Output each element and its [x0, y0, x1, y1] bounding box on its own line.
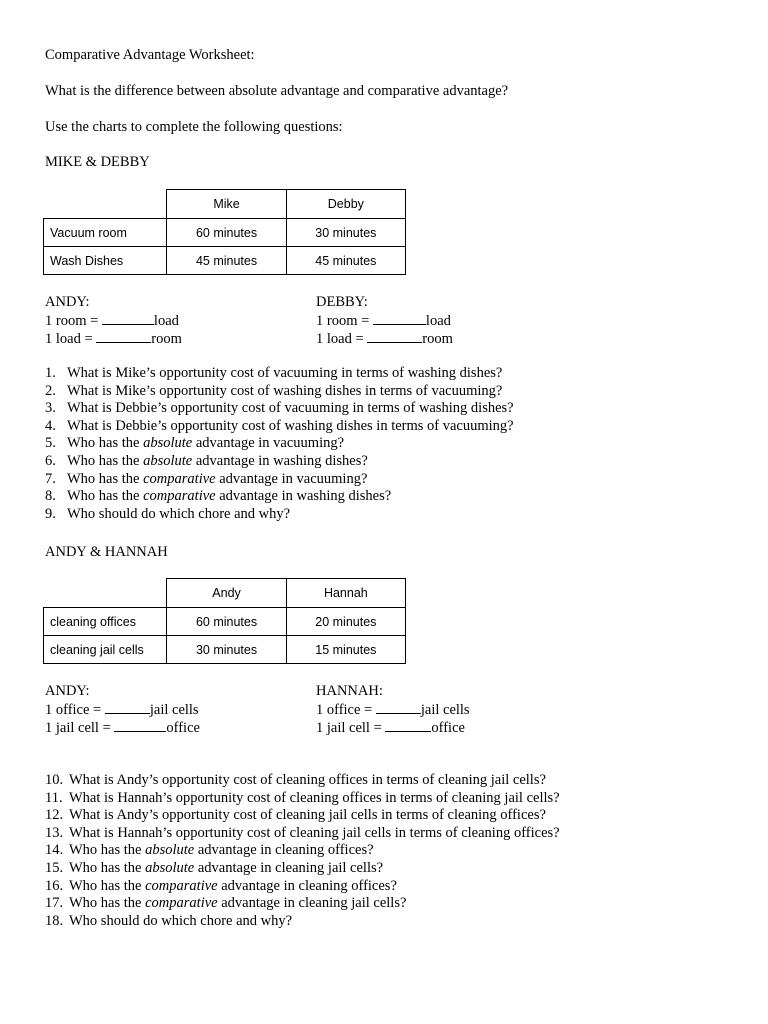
ratio-line — [316, 719, 470, 738]
table-cell: 15 minutes — [286, 636, 405, 664]
question-item — [45, 435, 514, 453]
question-item — [45, 471, 514, 489]
question-number: 4. — [45, 417, 56, 434]
question-text: What is Andy’s opportunity cost of cleaning offices in terms of cleaning jail cells? — [69, 772, 546, 788]
question-text: Who should do which chore and why? — [69, 912, 293, 929]
question-item — [45, 365, 514, 383]
section1-right-block — [316, 294, 453, 349]
ratio-unit: office — [166, 720, 200, 737]
question-number: 18. — [45, 912, 64, 929]
question-text: advantage in cleaning jail cells? — [194, 859, 384, 876]
section1-heading: MIKE & DEBBY — [45, 154, 150, 170]
question-item — [45, 860, 560, 878]
block-name: HANNAH: — [316, 683, 383, 699]
question-item — [45, 453, 514, 471]
question-number: 16. — [45, 877, 64, 894]
answer-blank[interactable] — [385, 719, 431, 732]
question-text: Who has the — [69, 842, 146, 859]
question-text: Who has the — [69, 877, 146, 894]
question-text: What is Debbie’s opportunity cost of vacuuming in terms of washing dishes? — [67, 400, 514, 417]
question-number: 6. — [45, 452, 56, 469]
ratio-unit: load — [425, 312, 451, 329]
block-name: ANDY: — [45, 683, 90, 699]
question-number: 2. — [45, 382, 56, 399]
answer-blank[interactable] — [367, 330, 422, 343]
table-cell: 30 minutes — [286, 219, 405, 247]
question-text: Who has the — [67, 488, 144, 505]
table-row — [44, 608, 406, 636]
ratio-unit: office — [431, 720, 465, 737]
question-emphasis: comparative — [145, 895, 218, 912]
ratio-line — [316, 330, 453, 349]
table-header-row — [44, 579, 406, 608]
table-cell: 30 minutes — [167, 636, 286, 664]
question-item — [45, 842, 560, 860]
question-number: 12. — [45, 807, 64, 824]
question-item — [45, 790, 560, 808]
question-item — [45, 418, 514, 436]
question-text: What is Debbie’s opportunity cost of washing dishes in terms of vacuuming? — [67, 417, 514, 434]
question-text: advantage in cleaning offices? — [217, 877, 397, 894]
ratio-unit: load — [153, 312, 179, 329]
question-item — [45, 807, 560, 825]
section1-table — [43, 189, 406, 275]
table-cell: 45 minutes — [286, 247, 405, 275]
table-header-cell: Hannah — [286, 579, 405, 608]
question-text: Who has the — [69, 859, 146, 876]
ratio-label: 1 load = — [45, 331, 97, 348]
block-name: ANDY: — [45, 294, 90, 310]
question-text: Who has the — [67, 435, 144, 452]
question-item — [45, 488, 514, 506]
question-number: 15. — [45, 859, 64, 876]
block-name: DEBBY: — [316, 294, 368, 310]
question-text: What is Mike’s opportunity cost of vacuuming in terms of washing dishes? — [67, 365, 503, 381]
table-header-cell: Mike — [167, 190, 286, 219]
instructions: Use the charts to complete the following questions: — [45, 119, 343, 135]
table-cell: 45 minutes — [167, 247, 286, 275]
question-item — [45, 383, 514, 401]
answer-blank[interactable] — [105, 701, 150, 714]
answer-blank[interactable] — [102, 312, 154, 325]
answer-blank[interactable] — [373, 312, 426, 325]
section2-questions — [45, 772, 560, 930]
ratio-label: 1 office = — [316, 701, 376, 718]
question-text: What is Hannah’s opportunity cost of cleaning offices in terms of cleaning jail cells? — [69, 789, 560, 806]
table-row-label: Vacuum room — [44, 219, 167, 247]
question-number: 7. — [45, 470, 56, 487]
question-item — [45, 506, 514, 524]
ratio-line — [45, 701, 200, 720]
question-text: Who has the — [69, 895, 146, 912]
question-number: 13. — [45, 824, 64, 841]
ratio-label: 1 jail cell = — [45, 720, 115, 737]
question-emphasis: absolute — [143, 452, 193, 469]
question-item — [45, 878, 560, 896]
question-number: 11. — [45, 789, 63, 806]
section2-heading: ANDY & HANNAH — [45, 544, 168, 560]
question-emphasis: comparative — [145, 877, 218, 894]
table-row-label: cleaning offices — [44, 608, 167, 636]
question-number: 17. — [45, 895, 64, 912]
ratio-line — [45, 312, 182, 331]
ratio-unit: jail cells — [420, 701, 470, 718]
section2-left-block — [45, 683, 200, 738]
table-cell: 60 minutes — [167, 219, 286, 247]
answer-blank[interactable] — [114, 719, 166, 732]
ratio-unit: room — [422, 331, 453, 348]
question-item — [45, 400, 514, 418]
question-text: advantage in washing dishes? — [215, 488, 392, 505]
ratio-unit: room — [151, 331, 182, 348]
question-item — [45, 913, 560, 931]
question-number: 8. — [45, 488, 56, 505]
ratio-label: 1 room = — [316, 312, 373, 329]
table-row — [44, 247, 406, 275]
question-emphasis: absolute — [145, 842, 195, 859]
question-emphasis: absolute — [143, 435, 193, 452]
question-text: Who has the — [67, 470, 144, 487]
question-text: Who should do which chore and why? — [67, 505, 291, 522]
ratio-label: 1 jail cell = — [316, 720, 386, 737]
section2-right-block — [316, 683, 470, 738]
table-row — [44, 219, 406, 247]
answer-blank[interactable] — [96, 330, 151, 343]
table-header-cell: Andy — [167, 579, 286, 608]
table-header-row — [44, 190, 406, 219]
table-row-label: cleaning jail cells — [44, 636, 167, 664]
table-cell: 60 minutes — [167, 608, 286, 636]
question-number: 3. — [45, 400, 56, 417]
question-number: 5. — [45, 435, 56, 452]
question-text: What is Mike’s opportunity cost of washing dishes in terms of vacuuming? — [67, 382, 503, 399]
ratio-label: 1 office = — [45, 701, 105, 718]
question-number: 14. — [45, 842, 64, 859]
ratio-line — [45, 330, 182, 349]
question-text: advantage in vacuuming? — [192, 435, 345, 452]
answer-blank[interactable] — [376, 701, 421, 714]
question-number: 1. — [45, 365, 56, 381]
ratio-line — [316, 701, 470, 720]
section1-questions — [45, 365, 514, 523]
ratio-line — [45, 719, 200, 738]
question-number: 10. — [45, 772, 64, 788]
question-text: advantage in vacuuming? — [215, 470, 368, 487]
question-number: 9. — [45, 505, 56, 522]
question-emphasis: comparative — [143, 470, 216, 487]
table-corner-cell — [44, 579, 167, 608]
ratio-label: 1 room = — [45, 312, 102, 329]
question-text: advantage in washing dishes? — [192, 452, 368, 469]
question-item — [45, 825, 560, 843]
question-text: advantage in cleaning jail cells? — [217, 895, 407, 912]
question-item — [45, 772, 560, 790]
section1-left-block — [45, 294, 182, 349]
ratio-line — [316, 312, 453, 331]
table-row-label: Wash Dishes — [44, 247, 167, 275]
question-item — [45, 895, 560, 913]
ratio-label: 1 load = — [316, 331, 368, 348]
ratio-unit: jail cells — [149, 701, 199, 718]
table-header-cell: Debby — [286, 190, 405, 219]
section2-table — [43, 578, 406, 664]
question-text: advantage in cleaning offices? — [194, 842, 374, 859]
intro-question: What is the difference between absolute advantage and comparative advantage? — [45, 83, 509, 99]
table-cell: 20 minutes — [286, 608, 405, 636]
table-row — [44, 636, 406, 664]
worksheet-title: Comparative Advantage Worksheet: — [45, 47, 255, 63]
question-emphasis: comparative — [143, 488, 216, 505]
question-text: What is Hannah’s opportunity cost of cleaning jail cells in terms of cleaning offices? — [69, 824, 560, 841]
question-text: What is Andy’s opportunity cost of cleaning jail cells in terms of cleaning offices? — [69, 807, 546, 824]
question-emphasis: absolute — [145, 859, 195, 876]
question-text: Who has the — [67, 452, 144, 469]
table-corner-cell — [44, 190, 167, 219]
